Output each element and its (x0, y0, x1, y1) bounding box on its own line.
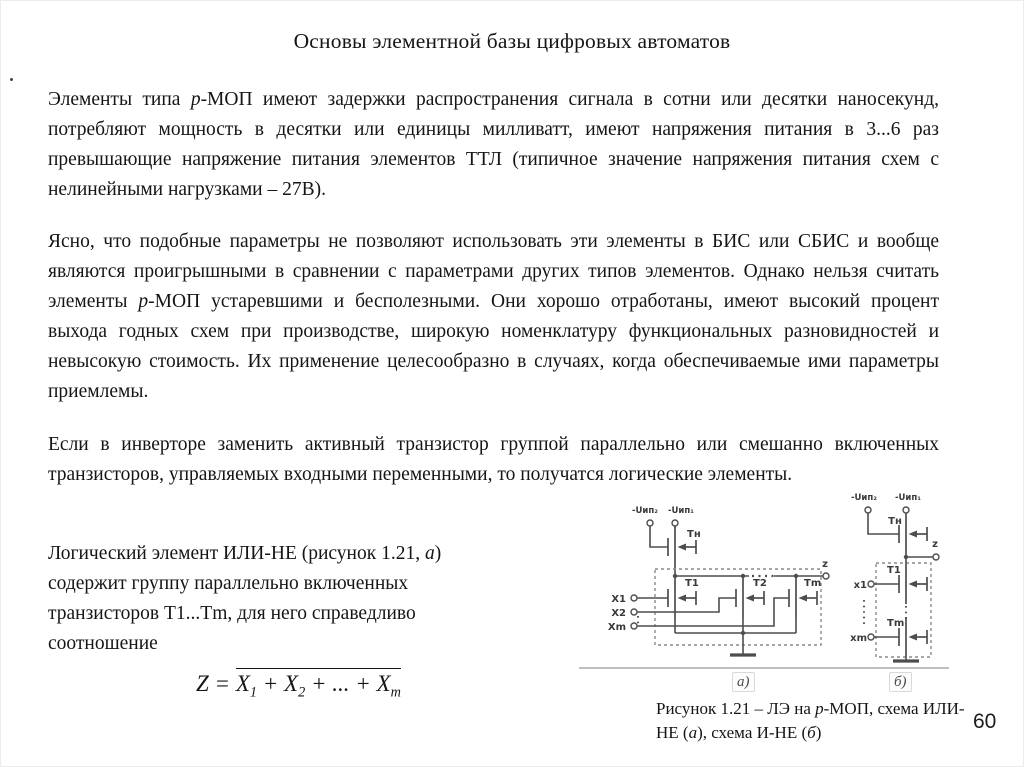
paragraph-inverter: Если в инверторе заменить активный транзистор группой параллельно или смешанно включенных транзисторов, управляемых входными переменными, то получатся логические элементы. (48, 434, 939, 485)
input-x2-terminal (631, 609, 637, 615)
tm-label-a: Тm (804, 578, 822, 589)
t1-label-b: Т1 (887, 565, 901, 576)
output-terminal-b (933, 554, 939, 560)
output-terminal-a (823, 573, 829, 579)
formula-overline-expression: $X_1 + X_2$ + ... + $X_m$ (236, 668, 401, 701)
input-xm-label: Xm (607, 622, 626, 633)
t2-label-a: Т2 (753, 578, 767, 589)
load-transistor-label-b: Тн (888, 516, 902, 527)
supply1-label-b: -Uип₁ (895, 493, 921, 503)
input-x1-label-b: x1 (853, 580, 867, 591)
circuit-b-and-not (850, 493, 939, 661)
page-title: Основы элементной базы цифровых автоматов (293, 29, 731, 53)
paragraph-pmop-parameters: Элементы типа р-МОП имеют задержки распространения сигнала в сотни или десятки наносекунд, потребляют мощность в десятки или единицы милливатт, имеют напряжения питания в 3...6 раз превышающие напряжение питания элементов ТТЛ (типичное значение напряжения питания схем с нелинейными нагрузками – 27В). (48, 89, 939, 200)
input-x1-label: X1 (611, 594, 626, 605)
paragraph-bis-sbis: Ясно, что подобные параметры не позволяют использовать эти элементы в БИС или СБИС и вообще являются проигрышными в сравнении с параметрами других типов элементов. Однако нельзя считать элементы р-МОП устаревшими и бесполезными. Они хорошо отработаны, имеют высокий процент выхода годных схем при производстве, широкую номенклатуру функциональных разновидностей и невысокую стоимость. Их применение целесообразно в случаях, когда обеспечиваемые ими параметры приемлемы. (48, 231, 939, 402)
tm-label-b: Тm (887, 618, 905, 629)
input-xm-terminal-b (868, 634, 874, 640)
subfigure-label-a: а) (732, 672, 755, 692)
supply2-label-b: -Uип₂ (851, 493, 877, 503)
load-transistor-label-a: Тн (687, 529, 701, 540)
input-xm-terminal (631, 623, 637, 629)
t1-label-a: Т1 (685, 578, 699, 589)
paragraph-or-not-element: Логический элемент ИЛИ-НЕ (рисунок 1.21, а) содержит группу параллельно включенных транзисторов Т1...Тm, для него справедливо соотношение (48, 543, 442, 654)
output-label-a: z (822, 559, 828, 570)
left-column (48, 539, 495, 701)
input-xm-label-b: xm (850, 633, 867, 644)
figure-caption: Рисунок 1.21 – ЛЭ на p-МОП, схема ИЛИ-НЕ (а), схема И-НЕ (б) (656, 699, 965, 742)
input-x1-terminal-b (868, 581, 874, 587)
load-transistor-b (899, 514, 927, 554)
circuit-a-or-not (608, 506, 829, 655)
transistor-t1-b (899, 564, 927, 604)
supply2-terminal-a (647, 520, 653, 526)
page-number: 60 (973, 710, 997, 733)
formula (196, 668, 495, 701)
supply1-terminal-a (672, 520, 678, 526)
transistor-group-box-b (876, 563, 931, 657)
output-label-b: z (932, 539, 938, 550)
supply2-terminal-b (865, 507, 871, 513)
input-x2-label: X2 (611, 608, 626, 619)
supply1-terminal-b (903, 507, 909, 513)
formula-lhs: Z = (196, 671, 236, 696)
input-x1-terminal (631, 595, 637, 601)
subfigure-label-b: б) (889, 672, 912, 692)
supply2-label-a: -Uип₂ (632, 506, 658, 516)
speck-artifact (10, 78, 13, 81)
supply1-label-a: -Uип₁ (668, 506, 694, 516)
